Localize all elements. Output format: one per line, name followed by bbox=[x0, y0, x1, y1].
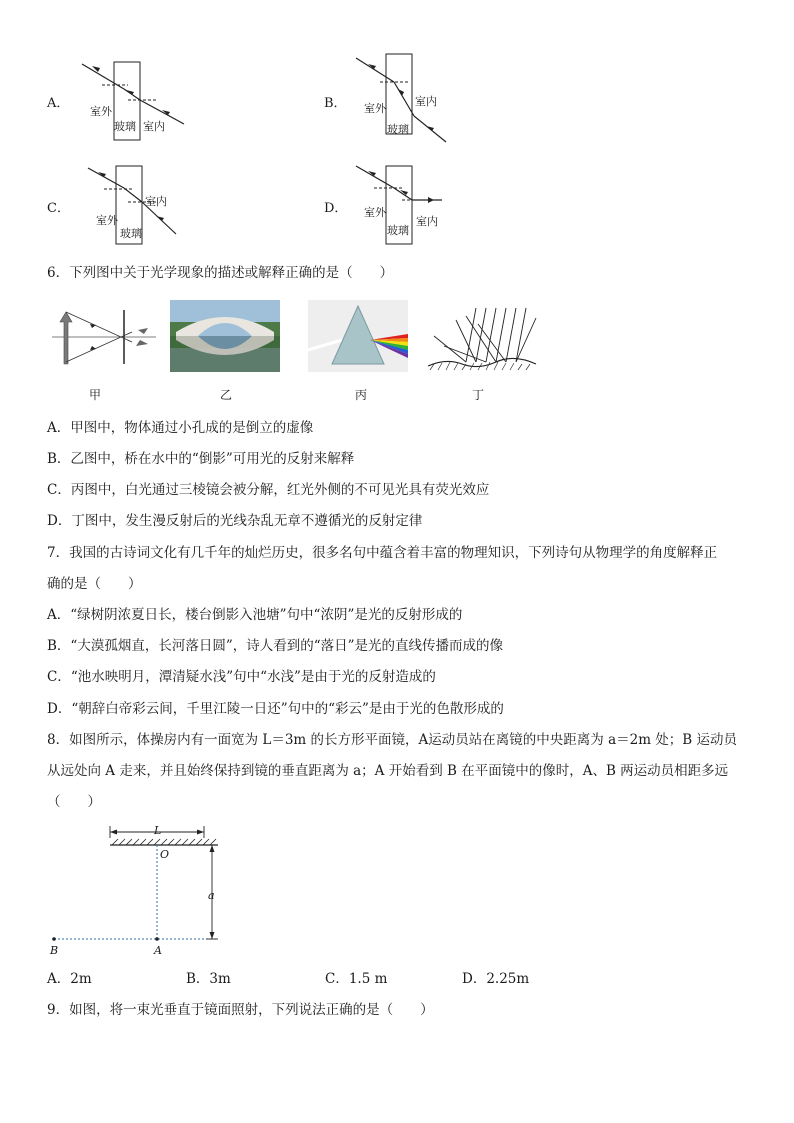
q7-stem-line2: 确的是（ ） bbox=[47, 576, 142, 592]
q5-d-outside-label: 室外 bbox=[364, 206, 386, 219]
q7-option-c[interactable]: C．“池水映明月，潭清疑水浅”句中“水浅”是由于光的反射造成的 bbox=[47, 669, 436, 685]
q5-a-inside-label: 室内 bbox=[143, 120, 165, 133]
q5-c-glass-label: 玻璃 bbox=[120, 227, 142, 240]
q8-label-O: O bbox=[160, 848, 170, 861]
q7-stem-line1: 7．我国的古诗词文化有几千年的灿烂历史，很多名句中蕴含着丰富的物理知识，下列诗句从物理学的角度解释正 bbox=[47, 545, 718, 561]
q5-d-inside-label: 室内 bbox=[416, 215, 438, 228]
q6-option-b[interactable]: B．乙图中，桥在水中的“倒影”可用光的反射来解释 bbox=[47, 451, 355, 467]
q6-stem: 6．下列图中关于光学现象的描述或解释正确的是（ ） bbox=[47, 265, 394, 281]
q5-c-inside-label: 室内 bbox=[145, 195, 167, 208]
q8-label-A: A bbox=[154, 944, 162, 957]
q5-d-glass-label: 玻璃 bbox=[387, 224, 409, 237]
q5-option-b-letter[interactable]: B． bbox=[324, 96, 347, 111]
q6-label-jia: 甲 bbox=[89, 388, 102, 402]
q8-stem-line1: 8．如图所示，体操房内有一面宽为 L＝3m 的长方形平面镜，A运动员站在离镜的中央距离为 a＝2m 处；B 运动员 bbox=[47, 732, 738, 748]
q6-option-a[interactable]: A．甲图中，物体通过小孔成的是倒立的虚像 bbox=[47, 420, 314, 436]
q7-option-a[interactable]: A．“绿树阴浓夏日长，楼台倒影入池塘”句中“浓阴”是光的反射形成的 bbox=[47, 607, 463, 623]
q6-figure-ding bbox=[426, 306, 542, 372]
q8-stem-line3: （ ） bbox=[47, 794, 101, 810]
q8-label-L: L bbox=[154, 824, 162, 837]
q6-figure-yi bbox=[170, 300, 280, 372]
q6-label-ding: 丁 bbox=[472, 388, 485, 402]
q6-label-yi: 乙 bbox=[220, 388, 233, 402]
q7-option-b[interactable]: B．“大漠孤烟直，长河落日圆”，诗人看到的“落日”是光的直线传播而成的像 bbox=[47, 638, 504, 654]
q8-option-c[interactable]: C．1.5 m bbox=[325, 971, 388, 987]
q8-option-a[interactable]: A．2m bbox=[47, 971, 92, 987]
q6-label-bing: 丙 bbox=[355, 388, 368, 402]
q6-figure-bing bbox=[308, 300, 408, 372]
q8-label-B: B bbox=[50, 944, 59, 957]
q9-stem: 9．如图，将一束光垂直于镜面照射，下列说法正确的是（ ） bbox=[47, 1002, 434, 1018]
q8-option-b[interactable]: B．3m bbox=[186, 971, 231, 987]
q6-option-d[interactable]: D．丁图中，发生漫反射后的光线杂乱无章不遵循光的反射定律 bbox=[47, 513, 423, 529]
q5-option-d-letter[interactable]: D． bbox=[324, 201, 348, 216]
q5-c-outside-label: 室外 bbox=[96, 214, 118, 227]
q8-label-a: a bbox=[208, 889, 215, 902]
q8-option-d[interactable]: D．2.25m bbox=[462, 971, 530, 987]
q5-b-outside-label: 室外 bbox=[364, 102, 386, 115]
q5-option-a-letter[interactable]: A． bbox=[47, 96, 70, 111]
q5-b-glass-label: 玻璃 bbox=[387, 123, 409, 136]
q5-a-outside-label: 室外 bbox=[90, 105, 112, 118]
q6-option-c[interactable]: C．丙图中，白光通过三棱镜会被分解，红光外侧的不可见光具有荧光效应 bbox=[47, 482, 490, 498]
q5-b-inside-label: 室内 bbox=[415, 95, 437, 108]
q5-option-c-letter[interactable]: C． bbox=[47, 201, 70, 216]
q7-option-d[interactable]: D．“朝辞白帝彩云间，千里江陵一日还”句中的“彩云”是由于光的色散形成的 bbox=[47, 701, 504, 717]
q6-figure-jia bbox=[52, 306, 156, 368]
q5-a-glass-label: 玻璃 bbox=[114, 120, 136, 133]
q8-stem-line2: 从远处向 A 走来，并且始终保持到镜的垂直距离为 a；A 开始看到 B 在平面镜中的像时，A、B 两运动员相距多远 bbox=[47, 763, 729, 779]
